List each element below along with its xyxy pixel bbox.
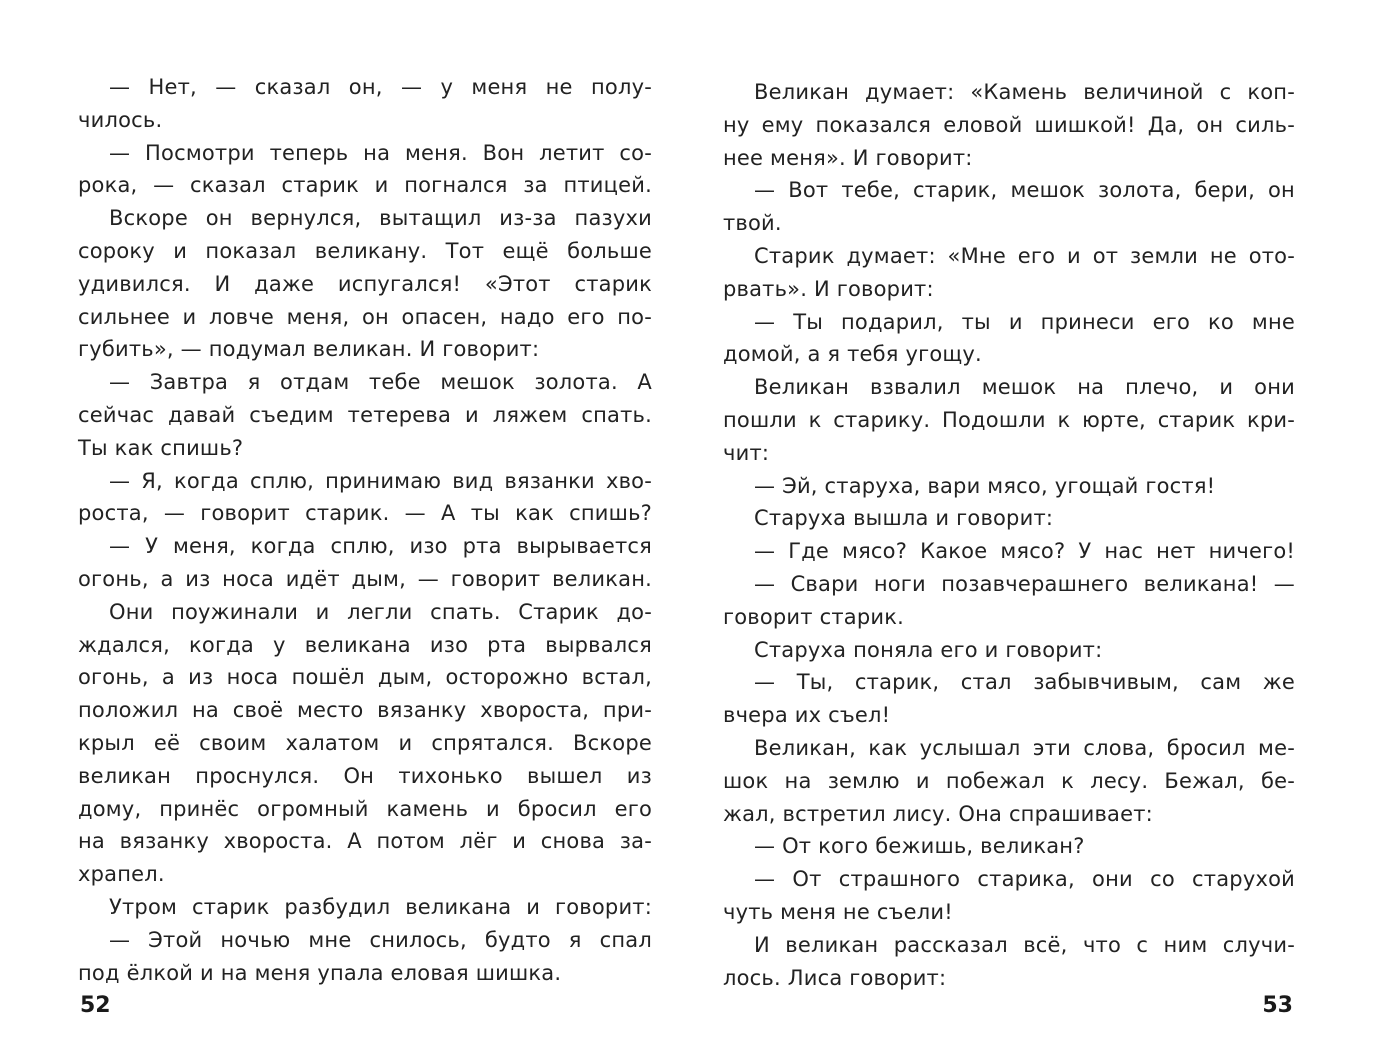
text-line: сильнее и ловче меня, он опасен, надо его по-	[78, 304, 652, 329]
text-line: — Свари ноги позавчерашнего великана! —	[754, 571, 1295, 596]
text-line: огонь, а из носа пошёл дым, осторожно встал,	[78, 665, 652, 690]
text-line: Они поужинали и легли спать. Старик до-	[109, 599, 652, 624]
text-line: Ты как спишь?	[78, 435, 244, 460]
text-line: Утром старик разбудил великана и говорит:	[109, 894, 652, 919]
text-line: Старик думает: «Мне его и от земли не ото-	[754, 243, 1295, 268]
text-line: рока, — сказал старик и погнался за птицей.	[78, 173, 652, 198]
text-line: вчера их съел!	[723, 703, 891, 728]
text-line: — Я, когда сплю, принимаю вид вязанки хво-	[109, 468, 652, 493]
text-line: чилось.	[78, 107, 163, 132]
text-line: чуть меня не съели!	[723, 899, 953, 924]
left-page-text	[78, 71, 652, 989]
text-line: под ёлкой и на меня упала еловая шишка.	[78, 960, 562, 985]
text-line: Великан думает: «Камень величиной с коп-	[754, 80, 1295, 104]
text-line: ну ему показался еловой шишкой! Да, он силь-	[723, 112, 1295, 137]
text-line: жал, встретил лису. Она спрашивает:	[723, 801, 1153, 826]
text-line: рвать». И говорит:	[723, 276, 934, 301]
text-line: — Вот тебе, старик, мешок золота, бери, он	[754, 178, 1295, 203]
text-line: — Где мясо? Какое мясо? У нас нет ничего!	[754, 539, 1295, 564]
text-line: — Ты подарил, ты и принеси его ко мне	[754, 309, 1295, 334]
text-line: домой, а я тебя угощу.	[723, 342, 982, 367]
right-page	[723, 0, 1295, 1045]
text-line: крыл её своим халатом и спрятался. Вскоре	[78, 730, 652, 755]
text-line: — Ты, старик, стал забывчивым, сам же	[754, 670, 1295, 695]
page-number: 52	[80, 993, 111, 1018]
text-line: говорит старик.	[723, 604, 904, 629]
text-line: Старуха поняла его и говорит:	[754, 637, 1103, 662]
text-line: огонь, а из носа идёт дым, — говорит великан.	[78, 566, 652, 591]
text-line: на вязанку хвороста. А потом лёг и снова за-	[78, 829, 652, 854]
text-line: нее меня». И говорит:	[723, 145, 973, 170]
text-line: — Эй, старуха, вари мясо, угощай гостя!	[754, 473, 1216, 498]
text-line: губить», — подумал великан. И говорит:	[78, 337, 540, 362]
text-line: — От страшного старика, они со старухой	[754, 867, 1295, 892]
text-line: — У меня, когда сплю, изо рта вырывается	[109, 534, 652, 559]
text-line: сороку и показал великану. Тот ещё больше	[78, 238, 652, 263]
text-line: Великан, как услышал эти слова, бросил ме-	[754, 735, 1295, 760]
text-line: Вскоре он вернулся, вытащил из-за пазухи	[109, 206, 652, 231]
text-line: — Нет, — сказал он, — у меня не полу-	[109, 75, 652, 99]
page-number: 53	[1262, 993, 1293, 1018]
text-line: — Посмотри теперь на меня. Вон летит со-	[109, 140, 652, 165]
text-line: храпел.	[78, 862, 165, 887]
text-line: дому, принёс огромный камень и бросил его	[78, 796, 652, 821]
text-line: лось. Лиса говорит:	[723, 965, 947, 990]
text-line: великан проснулся. Он тихонько вышел из	[78, 763, 652, 788]
text-line: ждался, когда у великана изо рта вырвался	[78, 632, 652, 657]
text-line: шок на землю и побежал к лесу. Бежал, бе-	[723, 768, 1295, 793]
right-page-text	[723, 76, 1295, 994]
text-line: удивился. И даже испугался! «Этот старик	[78, 271, 652, 296]
text-line: — Этой ночью мне снилось, будто я спал	[109, 927, 652, 952]
text-line: положил на своё место вязанку хвороста, при-	[78, 698, 652, 723]
text-line: пошли к старику. Подошли к юрте, старик кри-	[723, 407, 1295, 432]
text-line: сейчас давай съедим тетерева и ляжем спать.	[78, 402, 652, 427]
left-page	[78, 0, 652, 1045]
text-line: Великан взвалил мешок на плечо, и они	[754, 375, 1295, 400]
text-line: Старуха вышла и говорит:	[754, 506, 1054, 531]
text-line: — Завтра я отдам тебе мешок золота. А	[109, 370, 652, 395]
text-line: твой.	[723, 211, 782, 236]
text-line: И великан рассказал всё, что с ним случи-	[754, 932, 1295, 957]
text-line: — От кого бежишь, великан?	[754, 834, 1085, 859]
text-line: роста, — говорит старик. — А ты как спишь?	[78, 501, 652, 526]
text-line: чит:	[723, 440, 770, 465]
